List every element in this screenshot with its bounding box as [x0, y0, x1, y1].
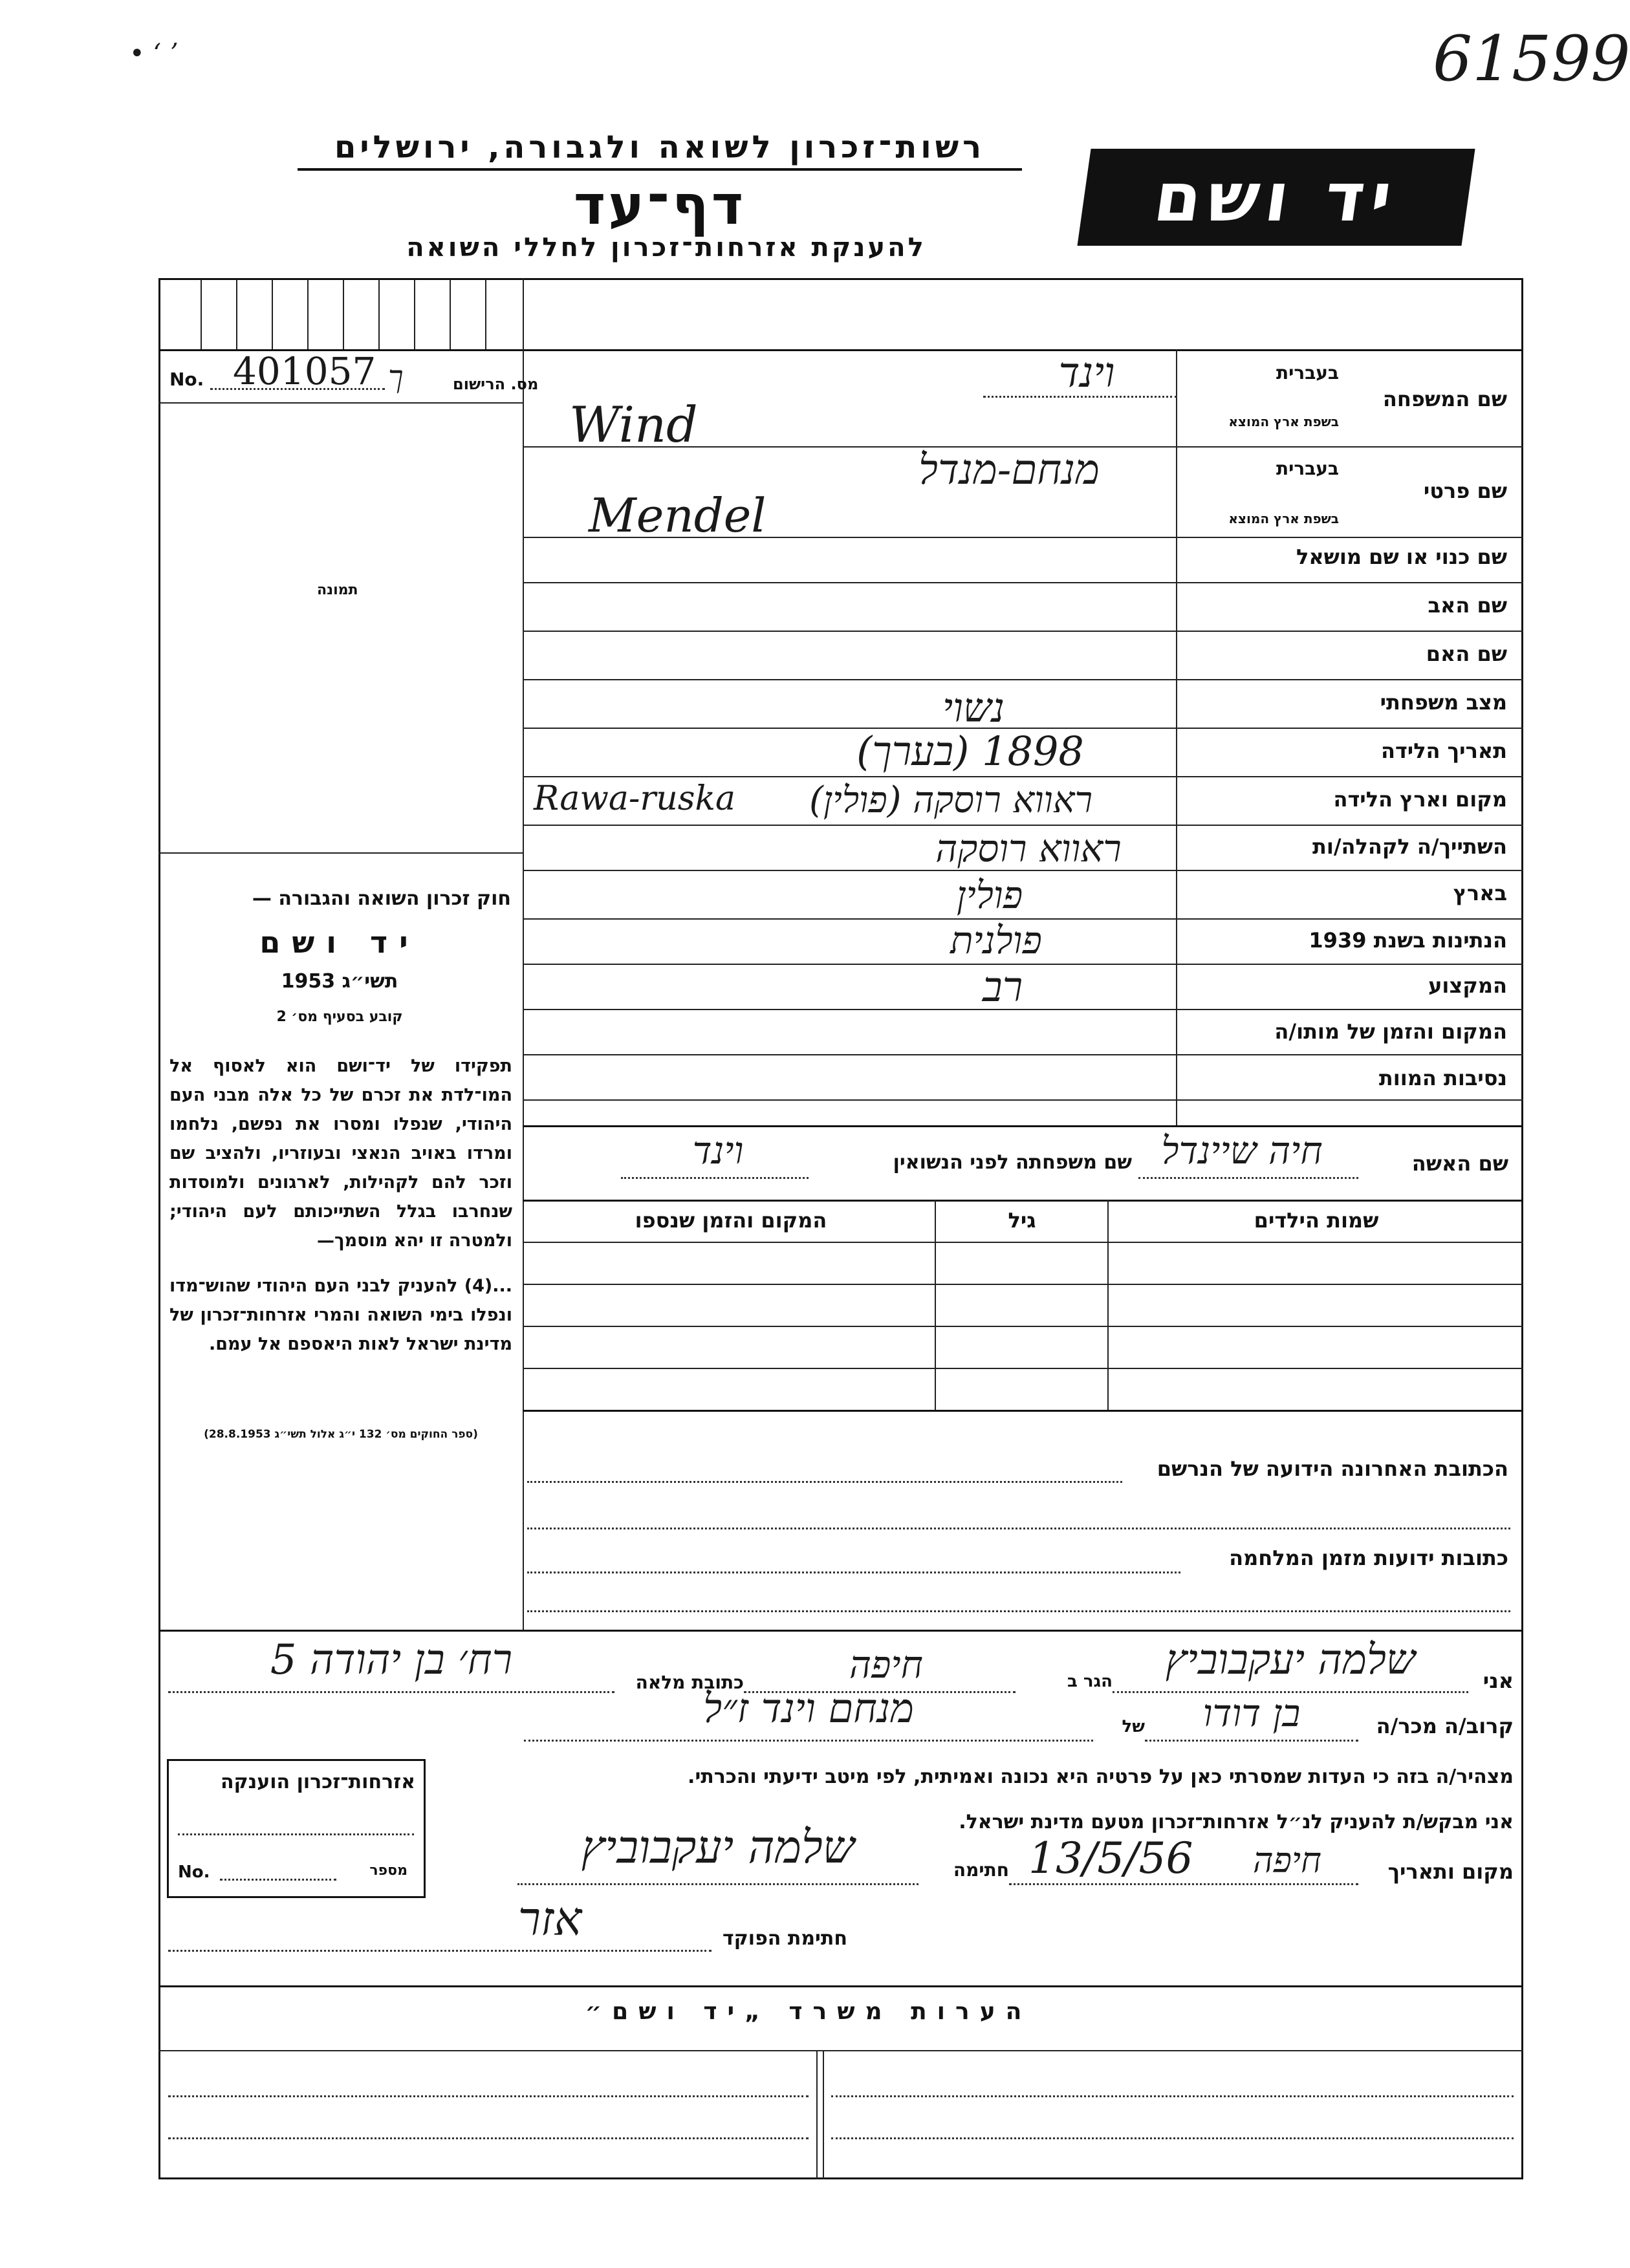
family-name-foreign-value: Wind — [569, 396, 698, 453]
date-value: 13/5/56 — [1028, 1833, 1193, 1883]
wife-name-label: שם האשה — [1411, 1151, 1508, 1176]
citizenship-1939-label: הנתינות בשנת 1939 — [1309, 928, 1507, 953]
mother-name-label: שם האם — [1426, 642, 1507, 666]
profession-value: רב — [982, 964, 1023, 1011]
archive-number: 61599 — [1433, 23, 1630, 95]
place-date-label: מקום ותאריך — [1387, 1859, 1514, 1884]
law-body: תפקידו של יד־ושם הוא לאסוף אל המו־לדת את זכרם של כל אלה מבני העם היהודי, שנפלו ומסרו את נפשם, נלחמו ומרדו באויב הנאצי ובעוזריו, ולהציב שם וזכר להם לקהילות, לארגונים ולמוסדות שנחרבו בגלל השתייכותם לעם היהודי; ולמטרה זו יהא מוסמך— — [169, 1056, 512, 1251]
citizenship-1939-value: פולנית — [950, 918, 1042, 962]
family-name-hebrew-label: בעברית — [1276, 362, 1339, 383]
logo-text: יד ושם — [1149, 158, 1404, 237]
signature-label: חתימה — [953, 1859, 1009, 1881]
law-citation: (ספר החוקים מס׳ 132 י״ג אלול תשי״ג 28.8.1953) — [204, 1428, 478, 1441]
birth-place-foreign-value: Rawa-ruska — [534, 779, 735, 818]
doc-subtitle: להענקת אזרחות־זכרון לחללי השואה — [406, 233, 926, 263]
children-age-header: גיל — [1008, 1208, 1036, 1233]
office-notes-title: הערות משרד „יד ושם״ — [585, 1998, 1032, 2025]
law-heading: חוק זכרון השואה והגבורה — — [252, 887, 511, 910]
wife-name-value: חיה שיינדל — [1161, 1129, 1323, 1172]
full-address-value: רח׳ בן יהודה 5 — [270, 1636, 513, 1684]
family-name-label: שם המשפחה — [1382, 387, 1507, 411]
birth-date-label: תאריך הלידה — [1380, 739, 1507, 763]
declarant-signature: שלמה יעקבוביץ — [581, 1820, 855, 1874]
registration-number: 401057 — [233, 349, 376, 393]
children-place-header: המקום והזמן שנספו — [635, 1208, 827, 1233]
marital-status-label: מצב משפחתי — [1380, 690, 1507, 715]
officer-signature: אזר — [517, 1892, 582, 1946]
profession-label: המקצוע — [1428, 973, 1507, 998]
death-circumstances-label: נסיבות המוות — [1378, 1066, 1507, 1090]
declarant-ani-label: אני — [1483, 1669, 1514, 1693]
declaration-statement-2: אני מבקש/ת להעניק לנ״ל אזרחות־זכרון מטעם מדינת ישראל. — [959, 1811, 1514, 1833]
birth-place-label: מקום וארץ הלידה — [1333, 787, 1507, 812]
registration-no-label: No. — [169, 369, 204, 390]
community-value: ראווא רוסקה — [935, 826, 1122, 870]
birth-place-value: ראווא רוסקה (פולין) — [809, 779, 1092, 821]
officer-signature-label: חתימת הפוקד — [723, 1927, 847, 1950]
first-name-hebrew-label: בעברית — [1276, 458, 1339, 479]
yad-vashem-logo — [1077, 149, 1475, 246]
corner-marks: • ʻ ʼ — [129, 39, 178, 69]
photo-label: תמונה — [317, 582, 358, 598]
authority-title: רשות־זכרון לשואה ולגבורה, ירושלים — [298, 129, 1022, 171]
relative-value: בן דודו — [1202, 1691, 1301, 1735]
war-address-label: כתובות ידועות מזמן המלחמה — [1229, 1546, 1508, 1570]
marital-status-value: נשוי — [942, 684, 1005, 731]
family-name-hebrew-value: וינד — [1058, 349, 1115, 397]
last-address-label: הכתובת האחרונה הידועה של הנרשם — [1157, 1456, 1508, 1481]
registration-mark: ך — [388, 359, 404, 395]
resides-value: חיפה — [849, 1643, 923, 1687]
declaration-statement-1: מצהיר/ה בזה כי העדות שמסרתי כאן על פרטיה היא נכונה ואמיתית, לפי מיטב ידיעתי והכרתי. — [688, 1766, 1514, 1788]
citizenship-no-label: No. — [178, 1863, 210, 1882]
citizenship-number-label: מספר — [369, 1863, 408, 1879]
wife-maiden-name-value: וינד — [692, 1129, 744, 1172]
declarant-name-value: שלמה יעקבוביץ — [1165, 1636, 1416, 1684]
community-label: השתייך/ה לקהלה/ות — [1312, 834, 1507, 859]
first-name-foreign-value: Mendel — [589, 488, 766, 543]
family-name-foreign-label: בשפת ארץ המוצא — [1228, 414, 1339, 429]
of-label: של — [1122, 1717, 1145, 1736]
nickname-label: שם כנוי או שם מושאל — [1296, 545, 1507, 569]
full-address-label: כתובת מלאה — [635, 1672, 744, 1693]
relative-label: קרוב/ה מכר/ה — [1376, 1714, 1514, 1738]
birth-date-value: 1898 (בערך) — [856, 728, 1084, 775]
children-names-header: שמות הילדים — [1254, 1208, 1379, 1233]
of-value: מנחם וינד ז״ל — [703, 1685, 914, 1732]
law-name: יד ושם — [259, 925, 420, 960]
resides-label: הגר ב — [1067, 1672, 1113, 1691]
law-clause: קובע בסעיף מס׳ 2 — [276, 1009, 403, 1025]
registration-label: מס. הרישום — [453, 375, 539, 393]
wife-maiden-name-label: שם משפחתה לפני הנשואין — [893, 1151, 1132, 1174]
father-name-label: שם האב — [1428, 593, 1507, 618]
doc-title: דף־עד — [573, 173, 746, 237]
law-year: תשי״ג 1953 — [281, 970, 398, 993]
first-name-hebrew-value: מנחם-מנדל — [918, 446, 1100, 494]
citizenship-granted-title: אזרחות־זכרון הוענקה — [220, 1771, 415, 1793]
law-body-2: ...(4) להעניק לבני העם היהודי שהוש־מדו ונפלו בימי השואה והמרי אזרחות־זכרון של מדינת ישראל לאות היאספם אל עמם. — [169, 1276, 512, 1354]
death-place-time-label: המקום והזמן של מותו/ה — [1274, 1019, 1507, 1044]
country-label: בארץ — [1453, 881, 1507, 905]
country-value: פולין — [956, 873, 1023, 917]
first-name-label: שם פרטי — [1423, 479, 1507, 503]
place-value: חיפה — [1252, 1840, 1322, 1881]
first-name-foreign-label: בשפת ארץ המוצא — [1228, 511, 1339, 526]
